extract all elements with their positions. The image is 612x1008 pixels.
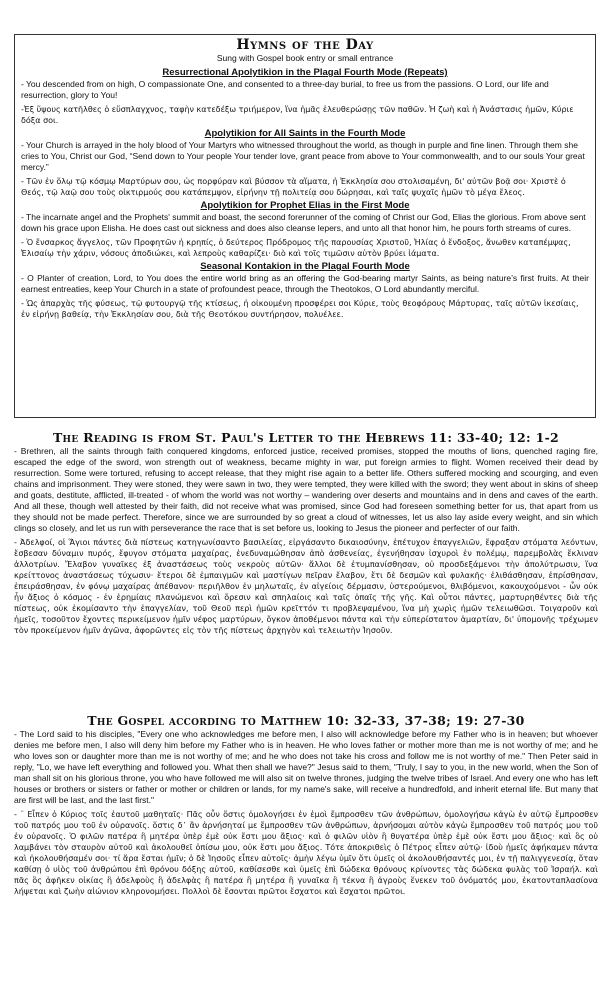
hymn-heading-resurrectional: Resurrectional Apolytikion in the Plagal Fourth Mode (Repeats) — [162, 67, 448, 78]
gospel-body — [14, 729, 598, 897]
hymn-english-all-saints: - Your Church is arrayed in the holy blood of Your Martyrs who witnessed throughout the world, as though in purple and fine linen. Through them she cries to You, Christ our God, “Send down to Your people Your tender love, grant peace from above to Your commonwealth, and to our souls Your great mercy.” — [21, 140, 585, 172]
gospel-greek: - ¨ Εἶπεν ὁ Κύριος τοῖς ἑαυτοῦ μαθηταῖς· Πᾶς οὖν ὅστις ὁμολογήσει ἐν ἐμοὶ ἔμπροσθεν τῶν ἀνθρώπων, ὁμολογήσω κἀγὼ ἐν αὐτῷ ἔμπροσθεν τοῦ πατρός μου τοῦ ἐν οὐρανοῖς. ὅστις δ᾿ ἂν ἀρνήσηταί με ἔμπροσθεν τῶν ἀνθρώπων, ἀρνήσομαι αὐτὸν κἀγὼ ἔμπροσθεν τοῦ πατρός μου τοῦ ἐν οὐρανοῖς. Ὁ φιλῶν πατέρα ἢ μητέρα ὑπὲρ ἐμὲ οὐκ ἔστι μου ἄξιος· καὶ ὁ φιλῶν υἱὸν ἢ θυγατέρα ὑπὲρ ἐμὲ οὐκ ἔστι μου ἄξιος· καὶ ὃς οὐ λαμβάνει τὸν σταυρὸν αὐτοῦ καὶ ἀκολουθεῖ ὀπίσω μου, οὐκ ἔστι μου ἄξιος. Τότε ἀποκριθεὶς ὁ Πέτρος εἶπεν αὐτῷ· ἰδοὺ ἡμεῖς ἀφήκαμεν πάντα καὶ ἠκολουθήσαμέν σοι· τί ἄρα ἔσται ἡμῖν; ὁ δὲ Ἰησοῦς εἶπεν αὐτοῖς· ἀμὴν λέγω ὑμῖν ὅτι ὑμεῖς οἱ ἀκολουθήσαντές μοι, ἐν τῇ παλιγγενεσίᾳ, ὅταν καθίσῃ ὁ υἱὸς τοῦ ἀνθρώπου ἐπὶ θρόνου δόξης αὐτοῦ, καθίσεσθε καὶ ὑμεῖς ἐπὶ δώδεκα θρόνους κρίνοντες τὰς δώδεκα φυλὰς τοῦ Ἰσραήλ. καὶ πᾶς ὃς ἀφῆκεν οἰκίας ἢ ἀδελφοὺς ἢ ἀδελφὰς ἢ πατέρα ἢ μητέρα ἢ γυναῖκα ἢ τέκνα ἢ ἀγροὺς ἕνεκεν τοῦ ὀνόματός μου, ἑκατονταπλασίονα λήψεται καὶ ζωὴν αἰώνιον κληρονομήσει. Πολλοὶ δὲ ἔσονται πρῶτοι ἔσχατοι καὶ ἔσχατοι πρῶτοι. — [14, 810, 598, 896]
hymn-english-kontakion: - O Planter of creation, Lord, to You does the entire world bring as an offering the God-bearing martyr Saints, as being nature’s first fruits. At their earnest entreaties, keep Your Church in a state of profoundest peace, through the Theotokos, O Lord abundantly merciful. — [21, 273, 589, 294]
reading-greek: - Ἀδελφοί, οἱ Ἅγιοι πάντες διὰ πίστεως κατηγωνίσαντο βασιλείας, εἰργάσαντο δικαιοσύνην, ἐπέτυχον ἐπαγγελιῶν, ἔφραξαν στόματα λεόντων, ἔσβεσαν δύναμιν πυρός, ἔφυγον στόματα μαχαίρας, ἐνεδυναμώθησαν ἀπὸ ἀσθενείας, ἐγενήθησαν ἰσχυροὶ ἐν πολέμῳ, παρεμβολὰς ἔκλιναν ἀλλοτρίων. Ἔλαβον γυναῖκες ἐξ ἀναστάσεως τοὺς νεκροὺς αὐτῶν· ἄλλοι δὲ ἐτυμπανίσθησαν, οὐ προσδεξάμενοι τὴν ἀπολύτρωσιν, ἵνα κρείττονος ἀναστάσεως τύχωσιν· ἕτεροι δὲ ἐμπαιγμῶν καὶ μαστίγων πεῖραν ἔλαβον, ἔτι δὲ δεσμῶν καὶ φυλακῆς· ἐλιθάσθησαν, ἐπρίσθησαν, ἐπειράσθησαν, ἐν φόνῳ μαχαίρας ἀπέθανον· περιῆλθον ἐν μηλωταῖς, ἐν αἰγείοις δέρμασιν, ὑστερούμενοι, θλιβόμενοι, κακουχούμενοι - ὧν οὐκ ἦν ἄξιος ὁ κόσμος - ἐν ἐρημίαις πλανώμενοι καὶ ὄρεσιν καὶ σπηλαίοις καὶ ταῖς ὀπαῖς τῆς γῆς. Καὶ οὗτοι πάντες, μαρτυρηθέντες διὰ τῆς πίστεως, οὐκ ἐκομίσαντο τὴν ἐπαγγελίαν, τοῦ Θεοῦ περὶ ἡμῶν κρεῖττόν τι προβλεψαμένου, ἵνα μὴ χωρὶς ἡμῶν τελειωθῶσι. Τοιγαροῦν καὶ ἡμεῖς, τοσοῦτον ἔχοντες περικείμενον ἡμῖν νέφος μαρτύρων, ὄγκον ἀποθέμενοι πάντα καὶ τὴν εὐπερίστατον ἁμαρτίαν, δι' ὑπομονῆς τρέχωμεν τὸν προκείμενον ἡμῖν ἀγῶνα, ἀφορῶντες εἰς τὸν τῆς πίστεως ἀρχηγὸν καὶ τελειωτὴν Ἰησοῦν. — [14, 538, 598, 635]
reading-title: The Reading is from St. Paul's Letter to the Hebrews 11: 33-40; 12: 1-2 — [52, 430, 560, 445]
reading-english: - Brethren, all the saints through faith conquered kingdoms, enforced justice, received promises, stopped the mouths of lions, quenched raging fire, escaped the edge of the sword, won strength out of weakness, became mighty in war, put foreign armies to flight. Women received their dead by resurrection. Some were tortured, refusing to accept release, that they might rise again to a better life. Others suffered mocking and scourging, and even chains and imprisonment. They were stoned, they were sawn in two, they were tempted, they were killed with the sword; they went about in skins of sheep and goats, destitute, afflicted, ill-treated - of whom the world was not worthy – wandering over deserts and mountains and in dens and caves of the earth. And all these, though well attested by their faith, did not receive what was promised, since God had foreseen something better for us, that apart from us they should not be made perfect. Therefore, since we are surrounded by so great a cloud of witnesses, let us also lay aside every weight, and sin which clings so closely, and let us run with perseverance the race that is set before us, looking to Jesus the pioneer and perfecter of our faith. — [14, 446, 598, 533]
hymn-english-resurrectional: - You descended from on high, O compassionate One, and consented to a three-day burial, to free us from the passions. O Lord, our life and resurrection, glory to You! — [21, 79, 549, 100]
gospel-title: The Gospel according to Matthew 10: 32-33, 37-38; 19: 27-30 — [87, 713, 525, 728]
repeat-note: (Repeats) — [401, 67, 448, 78]
hymn-greek-prophet-elias: - Ὁ ἔνσαρκος ἄγγελος, τῶν Προφητῶν ἡ κρηπίς, ὁ δεύτερος Πρόδρομος τῆς παρουσίας Χριστοῦ, Ἠλίας ὁ ἔνδοξος, ἄνωθεν καταπέμψας, Ἐλισαίῳ τὴν χάριν, νόσους ἀποδιώκει, καὶ λεπροὺς καθαρίζει· διὸ καὶ τοῖς τιμῶσιν αὐτὸν βρύει ἰάματα. — [21, 238, 571, 258]
hymn-greek-all-saints: - Τῶν ἐν ὅλῳ τῷ κόσμῳ Μαρτύρων σου, ὡς πορφύραν καὶ βύσσον τὰ αἵματα, ἡ Ἐκκλησία σου στολισαμένη, δι' αὐτῶν βοᾷ σοι· Χριστὲ ὁ Θεός, τῷ λαῷ σου τοὺς οἰκτιρμούς σου κατάπεμψον, εἰρήνην τῇ πολιτείᾳ σου δώρησαι, καὶ ταῖς ψυχαῖς ἡμῶν τὸ μέγα ἔλεος. — [21, 177, 566, 197]
hymn-heading-kontakion: Seasonal Kontakion in the Plagal Fourth Mode — [200, 261, 410, 272]
hymn-greek-kontakion: - Ὡς ἀπαρχὰς τῆς φύσεως, τῷ φυτουργῷ τῆς κτίσεως, ἡ οἰκουμένη προσφέρει σοι Κύριε, τοὺς θεοφόρους Μάρτυρας, ταῖς αὐτῶν ἱκεσίαις, ἐν εἰρήνῃ βαθείᾳ, τὴν Ἐκκλησίαν σου, διὰ τῆς Θεοτόκου συντήρησον, πολυέλεε. — [21, 299, 579, 319]
hymn-greek-resurrectional: -Ἐξ ὕψους κατῆλθες ὁ εὔσπλαγχνος, ταφὴν κατεδέξω τριήμερον, ἵνα ἡμᾶς ἐλευθερώσῃς τῶν παθῶν. Ἡ ζωὴ καὶ ἡ Ἀνάστασις ἡμῶν, Κύριε δόξα σοι. — [21, 105, 574, 125]
hymn-english-prophet-elias: - The incarnate angel and the Prophets' summit and boast, the second forerunner of the coming of Christ our God, Elias the glorious. From above sent down his grace upon Elisha. He does cast out sickness and does also cleanse lepers, and unto all that honor him, he pours forth streams of cures. — [21, 212, 586, 233]
hymns-title: Hymns of the Day — [236, 37, 374, 53]
gospel-english: - The Lord said to his disciples, "Every one who acknowledges me before men, I also will acknowledge before my Father who is in heaven; but whoever denies me before men, I also will deny him before my Father who is in heaven. He who loves father or mother more than me is not worthy of me; and he who loves son or daughter more than me is not worthy of me; and he who does not take his cross and follow me is not worthy of me." Then Peter said in reply, "Lo, we have left everything and followed you. What then shall we have?" Jesus said to them, "Truly, I say to you, in the new world, when the Son of man shall sit on his glorious throne, you who have followed me will also sit on twelve thrones, judging the twelve tribes of Israel. And every one who has left houses or brothers or sisters or father or mother or children or lands, for my name's sake, will receive a hundredfold, and inherit eternal life. But many that are first will be last, and the last first." — [14, 729, 598, 805]
hymn-heading-all-saints: Apolytikion for All Saints in the Fourth Mode — [204, 128, 406, 139]
hymn-heading-prophet-elias: Apolytikion for Prophet Elias in the First Mode — [200, 200, 410, 211]
hymns-box — [14, 34, 596, 418]
hymns-subtitle: Sung with Gospel book entry or small entrance — [216, 53, 394, 63]
reading-body — [14, 446, 598, 636]
